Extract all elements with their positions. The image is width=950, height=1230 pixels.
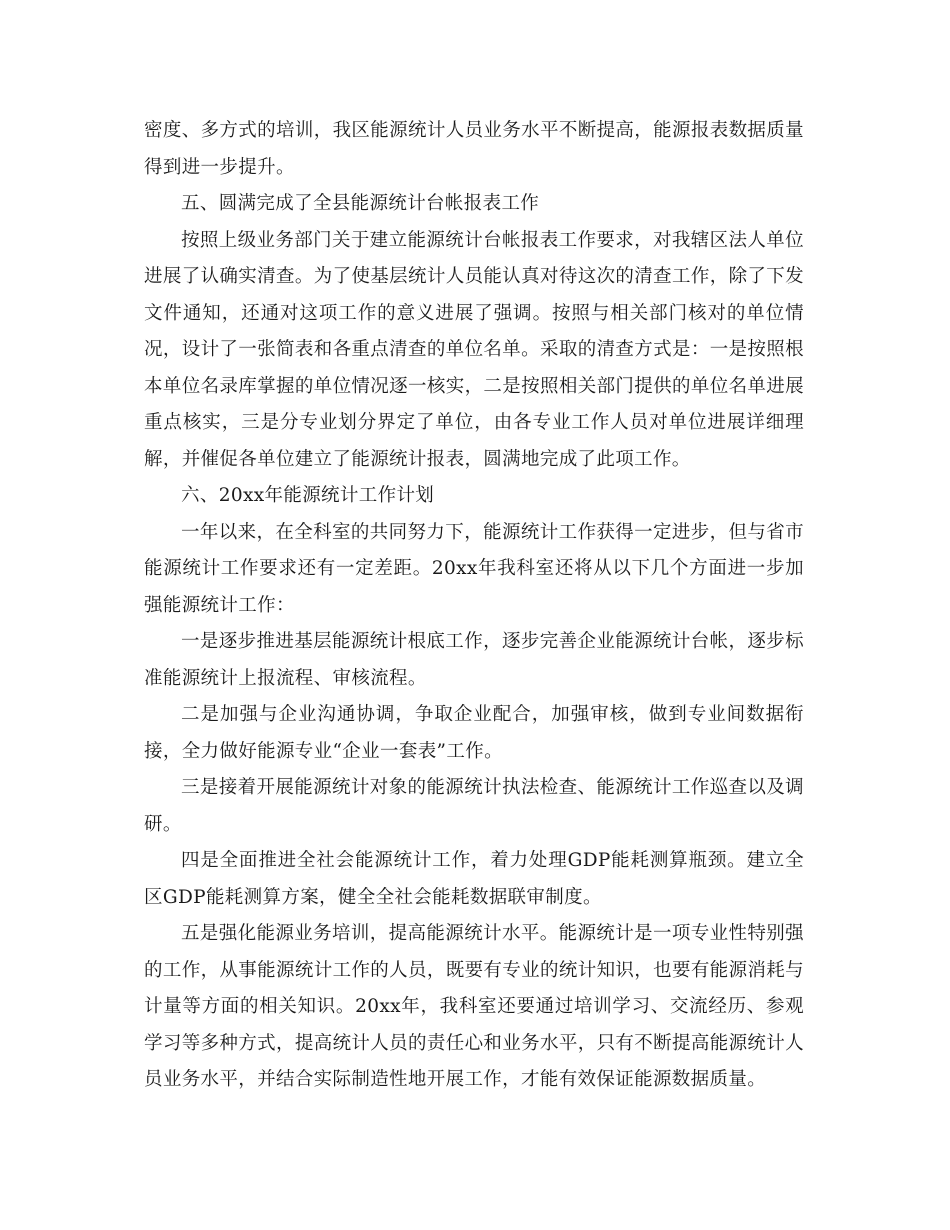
paragraph-plan-four: 四是全面推进全社会能源统计工作，着力处理GDP能耗测算瓶颈。建立全区GDP能耗测算方案，健全全社会能耗数据联审制度。 (144, 850, 804, 908)
paragraph-plan-two: 二是加强与企业沟通协调，争取企业配合，加强审核，做到专业间数据衔接，全力做好能源专业“企业一套表”工作。 (144, 704, 804, 762)
heading-section-five: 五、圆满完成了全县能源统计台帐报表工作 (181, 193, 540, 214)
paragraph-year-summary: 一年以来，在全科室的共同努力下，能源统计工作获得一定进步，但与省市能源统计工作要求还有一定差距。20xx年我科室还将从以下几个方面进一步加强能源统计工作： (144, 521, 804, 616)
paragraph-training-result: 密度、多方式的培训，我区能源统计人员业务水平不断提高，能源报表数据质量得到进一步提升。 (144, 120, 804, 178)
paragraph-plan-three: 三是接着开展能源统计对象的能源统计执法检查、能源统计工作巡查以及调研。 (144, 777, 804, 835)
heading-section-six: 六、20xx年能源统计工作计划 (181, 485, 435, 506)
paragraph-plan-five: 五是强化能源业务培训，提高能源统计水平。能源统计是一项专业性特别强的工作，从事能源统计工作的人员，既要有专业的统计知识，也要有能源消耗与计量等方面的相关知识。20xx年，我科室还要通过培训学习、交流经历、参观学习等多种方式，提高统计人员的责任心和业务水平，只有不断提高能源统计人员业务水平，并结合实际制造性地开展工作，才能有效保证能源数据质量。 (144, 923, 804, 1090)
paragraph-plan-one: 一是逐步推进基层能源统计根底工作，逐步完善企业能源统计台帐，逐步标准能源统计上报流程、审核流程。 (144, 631, 804, 689)
paragraph-ledger-check: 按照上级业务部门关于建立能源统计台帐报表工作要求，对我辖区法人单位进展了认确实清查。为了使基层统计人员能认真对待这次的清查工作，除了下发文件通知，还通对这项工作的意义进展了强调。按照与相关部门核对的单位情况，设计了一张简表和各重点清查的单位名单。采取的清查方式是：一是按照根本单位名录库掌握的单位情况逐一核实，二是按照相关部门提供的单位名单进展重点核实，三是分专业划分界定了单位，由各专业工作人员对单位进展详细理解，并催促各单位建立了能源统计报表，圆满地完成了此项工作。 (144, 229, 804, 470)
document-body (144, 113, 804, 1099)
